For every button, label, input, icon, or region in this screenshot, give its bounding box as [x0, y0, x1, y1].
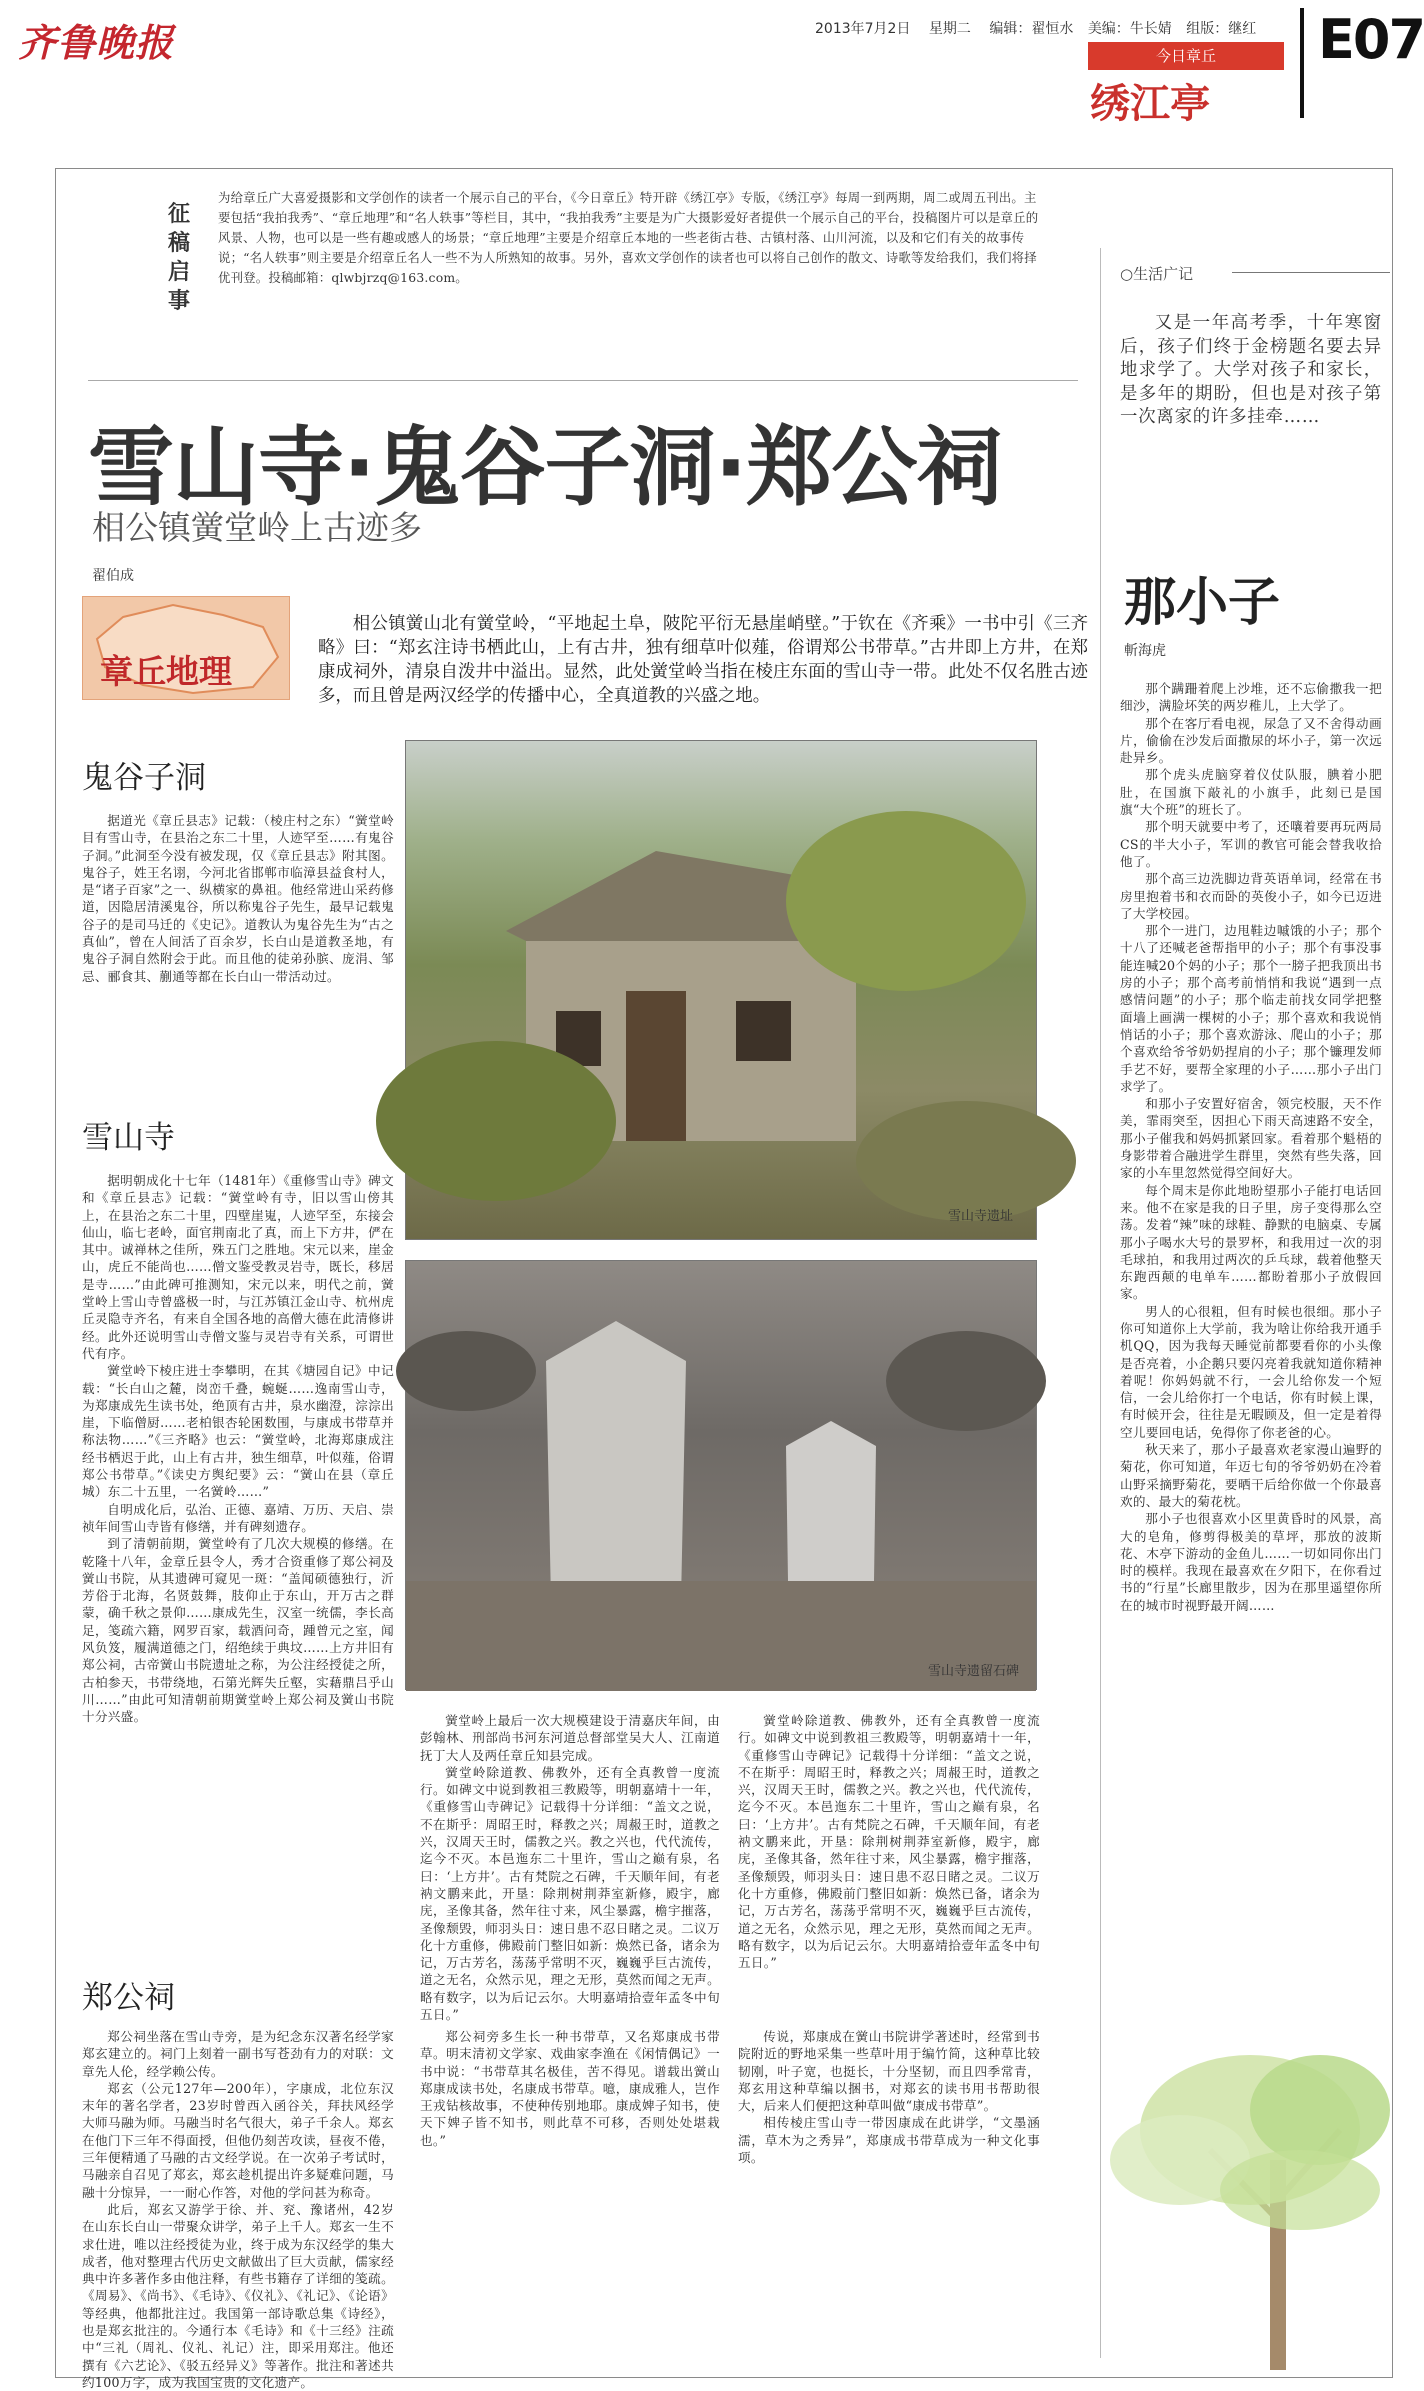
column-label-text: 生活广记 [1133, 265, 1194, 283]
body-zheng-col1 [82, 2028, 394, 2390]
paragraph: 那个虎头虎脑穿着仪仗队服，腆着小肥肚，在国旗下敲礼的小旗手，此刻已是国旗“大个班”的班长了。 [1120, 767, 1382, 818]
article-subtitle: 相公镇黉堂岭上古迹多 [92, 508, 422, 547]
page-number: E07 [1318, 8, 1424, 71]
paragraph: 郑公祠旁多生长一种书带草，又名郑康成书带草。明末清初文学家、戏曲家李渔在《闲情偶记》一书中说：“书带草其名极佳，苦不得见。谱载出黉山郑康成读书处，名康成书带草。噫，康成雅人，岂作王戎钻核故事，不使种传别地耶。康成婢子知书，使天下婢子皆不知书，则此草不可移，否则处处堪栽也。” [420, 2029, 720, 2148]
right-author: 斬海虎 [1124, 643, 1166, 659]
paragraph: 黉堂岭上最后一次大规模建设于清嘉庆年间，由彭翰林、刑部尚书河东河道总督部堂吴大人、江南道抚丁大人及两任章丘知县完成。 [420, 1713, 720, 1763]
paragraph: 此后，郑玄又游学于徐、并、兖、豫诸州，42岁在山东长白山一带聚众讲学，弟子上千人。郑玄一生不求仕进，唯以注经授徒为业，终于成为东汉经学的集大成者，他对整理古代历史文献做出了巨大贡献，儒家经典中许多著作多由他注释，有些书籍存了详细的笺疏。《周易》、《尚书》、《毛诗》、《仪礼》、《礼记》、《论语》等经典，他都批注过。我国第一部诗歌总集《诗经》，也是郑玄批注的。今通行本《毛诗》和《十三经》注疏中“三礼（周礼、仪礼、礼记）注，即采用郑注。他还撰有《六艺论》、《驳五经异义》等著作。批注和著述共约100万字，成为我国宝贵的文化遗产。 [82, 2201, 394, 2390]
photo-ruins [405, 740, 1037, 1240]
article-title: 雪山寺·鬼谷子洞·郑公祠 [88, 418, 1002, 518]
section-tag: 今日章丘 [1088, 42, 1284, 70]
steles-illustration [406, 1261, 1036, 1689]
body-xueshan-col1 [82, 1172, 394, 1952]
layout-editor: 组版：继红 [1186, 21, 1257, 37]
paragraph: 黉堂岭除道教、佛教外，还有全真教曾一度流行。如碑文中说到教祖三教殿等，明朝嘉靖十一年，《重修雪山寺碑记》记载得十分详细：“盖文之说，不在斯乎：周昭王时，释教之兴；周赧王时，道教之兴，汉周天王时，儒教之兴。教之兴也，代代流传，迄今不灭。本邑迤东二十里许，雪山之巅有泉，名曰：‘上方井’。古有梵院之石碑，千天顺年间，有老衲文鹏来此，开垦：除荆树荆莽室新修，殿宇，廊庑，圣像其备，然年往寸来，风尘暴露，檐宇摧落，圣像颓毁，师羽头日：速日患不忍日睹之灵。二议万化十方重修，佛殿前门整旧如新：焕然已备，诸余为记，万古芳名，荡荡乎常明不灭，巍巍乎巨古流传，道之无名，众然示见，理之无形，莫然而闻之无声。略有数字，以为后记云尔。大明嘉靖拾壹年孟冬中旬五日。” [738, 1713, 1040, 1971]
art-editor: 美编：牛长婧 [1087, 21, 1172, 37]
paragraph: 郑公祠坐落在雪山寺旁，是为纪念东汉著名经学家郑玄建立的。祠门上刻着一副书写苍劲有力的对联：文章先人伦，经学赖公传。 [82, 2029, 394, 2079]
paragraph: 据明朝成化十七年（1481年）《重修雪山寺》碑文和《章丘县志》记载：“黉堂岭有寺，旧以雪山傍其上，在县治之东二十里，四壁崖嵬，人迹罕至，东接会仙山，临七老岭，面官荆南北了真，而上下方井，俨在其中。诚禅林之佳所，殊五门之胜地。宋元以来，崖金山，虎丘不能尚也……僧文鉴受教灵岩寺，既长，移居是寺……”由此碑可推测知，宋元以来，明代之前，黉堂岭上雪山寺曾盛极一时，与江苏镇江金山寺、杭州虎丘灵隐寺齐名，有来自全国各地的高僧大德在此清修讲经。此外还说明雪山寺僧文鉴与灵岩寺有关系，可谓世代有序。 [82, 1173, 394, 1361]
paragraph: 到了清朝前期，黉堂岭有了几次大规模的修缮。在乾隆十八年，金章丘县令人，秀才合资重修了郑公祠及黉山书院，从其遗碑可窥见一斑：“盖闻硕德独行，沂芳俗于北海，名贤鼓舞，肢仰止于东山，开万古之群蒙，确千秋之景仰……康成先生，汉室一统儒，李长高足，笺疏六籍，网罗百家，载酒问奇，踵曾元之室，闻风负笈，履满道德之门，绍绝续于典坟……上方井旧有郑公祠，古帝黉山书院遗址之称，为公注经授徒之所，古柏参天，书带绕地，石第光辉失丘壑，实藉鼎吕乎山川……”由此可知清朝前期黉堂岭上郑公祠及黉山书院十分兴盛。 [82, 1536, 394, 1725]
masthead-logo: 齐鲁晚报 [18, 20, 175, 65]
body-zheng-col2 [420, 2028, 720, 2368]
header-divider [1300, 8, 1304, 118]
right-intro [1120, 312, 1382, 430]
article-author: 翟伯成 [92, 568, 134, 584]
right-title: 那小子 [1124, 573, 1281, 633]
paragraph: 和那小子安置好宿舍，领完校服，天不作美，霏雨突至，因担心下雨天高速路不安全，那小子催我和妈妈抓紧回家。看着那个魁梧的身影带着合融进学生群里，突然有些失落，回家的小车里忽然觉得空间好大。 [1120, 1096, 1382, 1181]
paragraph: 那个高三边洗脚边背英语单词，经常在书房里抱着书和衣而卧的英俊小子，如今已迈进了大学校园。 [1120, 871, 1382, 921]
right-column-label [1120, 263, 1193, 284]
heading-zheng: 郑公祠 [82, 1980, 175, 2016]
intro-paragraph: 又是一年高考季，十年寒窗后，孩子们终于金榜题名要去异地求学了。大学对孩子和家长，是多年的期盼，但也是对孩子第一次离家的许多挂牵…… [1120, 313, 1382, 427]
paragraph: 郑玄（公元127年—200年），字康成，北位东汉末年的著名学者，23岁时曾西入函谷关，拜扶风经学大师马融为师。马融当时名气很大，弟子千余人。郑玄在他门下三年不得面授，但他仍刻苦攻读，昼夜不倦，三年便精通了马融的古文经学说。在一次弟子考试时，马融亲自召见了郑玄，郑玄趁机提出许多疑难问题，马融十分惊异，一一耐心作答，对他的学问甚为称奇。 [82, 2080, 394, 2200]
call-text: 为给章丘广大喜爱摄影和文学创作的读者一个展示自己的平台，《今日章丘》特开辟《绣江亭》专版，《绣江亭》每周一到两期，周二或周五刊出。主要包括“我拍我秀”、“章丘地理”和“名人轶事”等栏目，其中，“我拍我秀”主要是为广大摄影爱好者提供一个展示自己的平台，投稿图片可以是章丘的风景、人物，也可以是一些有趣或感人的场景；“章丘地理”主要是介绍章丘本地的一些老街古巷、古镇村落、山川河流，以及和它们有关的故事传说；“名人轶事”则主要是介绍章丘名人一些不为人所熟知的故事。另外，喜欢文学创作的读者也可以将自己创作的散文、诗歌等发给我们，我们将择优刊登。投稿邮箱：qlwbjrzq@163.com。 [218, 190, 1039, 285]
heading-xueshan: 雪山寺 [82, 1120, 175, 1156]
weekday: 星期二 [928, 21, 971, 37]
call-divider [88, 380, 1078, 381]
ruins-illustration [406, 741, 1036, 1239]
paragraph: 秋天来了，那小子最喜欢老家漫山遍野的菊花，你可知道，年迈七旬的爷爷奶奶在冷着山野采摘野菊花，要晒干后给你做一个你最喜欢的、最大的菊花枕。 [1120, 1442, 1382, 1509]
right-body [1120, 680, 1382, 2050]
circle-icon: ○ [1120, 265, 1134, 283]
article-lead [318, 612, 1088, 708]
paragraph: 那个明天就要中考了，还嚷着要再玩两局CS的半大小子，军训的教官可能会替我收拾他了。 [1120, 819, 1382, 869]
paragraph: 黉堂岭除道教、佛教外，还有全真教曾一度流行。如碑文中说到教祖三教殿等，明朝嘉靖十一年，《重修雪山寺碑记》记载得十分详细：“盖文之说，不在斯乎：周昭王时，释教之兴；周赧王时，道教之兴，汉周天王时，儒教之兴。教之兴也，代代流传，迄今不灭。本邑迤东二十里许，雪山之巅有泉，名曰：‘上方井’。古有梵院之石碑，千天顺年间，有老衲文鹏来此，开垦：除荆树荆莽室新修，殿宇，廊庑，圣像其备，然年往寸来，风尘暴露，檐宇摧落，圣像颓毁，师羽头日：速日患不忍日睹之灵。二议万化十方重修，佛殿前门整旧如新：焕然已备，诸余为记，万古芳名，荡荡乎常明不灭，巍巍乎巨古流传，道之无名，众然示见，理之无形，莫然而闻之无声。略有数字，以为后记云尔。大明嘉靖拾壹年孟冬中旬五日。” [420, 1764, 720, 2023]
body-xueshan-col2 [420, 1712, 720, 2023]
body-guiguzi [82, 812, 394, 985]
paragraph: 传说，郑康成在黉山书院讲学著述时，经常到书院附近的野地采集一些草叶用于编竹简，这种草比较韧刚，叶子宽，也挺长，十分坚韧，而且四季常青，郑玄用这种草编以捆书，对郑玄的读书用书帮助很大，后来人们便把这种草叫做“康成书带草”。 [738, 2029, 1040, 2114]
paragraph: 每个周末是你此地盼望那小子能打电话回来。他不在家是我的日子里，房子变得那么空荡。发着“辣”味的球鞋、静默的电脑桌、专属那小子喝水大号的景罗杯，和我用过一次的羽毛球拍，和我用过两次的乒乓球，载着他整天东跑西颠的电单车……都盼着那小子放假回家。 [1120, 1182, 1382, 1302]
tree-illustration [1000, 2040, 1390, 2370]
lead-paragraph: 相公镇黉山北有黉堂岭，“平地起土阜，陂陀平衍无悬崖峭壁。”于钦在《齐乘》一书中引《三齐略》曰：“郑玄注诗书栖此山，上有古井，独有细草叶似薤，俗谓郑公书带草。”古井即上方井，在郑康成祠外，清泉自泼井中溢出。显然，此处黉堂岭当指在棱庄东面的雪山寺一带。此处不仅名胜古迹多，而且曾是两汉经学的传播中心，全真道教的兴盛之地。 [318, 614, 1088, 706]
date: 2013年7月2日 [815, 21, 911, 37]
paragraph: 男人的心很粗，但有时候也很细。那小子你可知道你上大学前，我为啥让你给我开通手机QQ，因为我每天睡觉前都要看你的小头像是否亮着，小企鹅只要闪亮着我就知道你精神着呢！你妈妈就不行，一会儿给你发一个短信，一会儿给你打一个电话，你有时候上课，有时候开会，往往是无暇顾及，但一定是着得空儿要回电话，免得你了你老爸的心。 [1120, 1303, 1382, 1440]
badge-label: 章丘地理 [100, 652, 232, 691]
body-xueshan-col3 [738, 1712, 1040, 1971]
paragraph: 自明成化后，弘治、正德、嘉靖、万历、天启、崇祯年间雪山寺皆有修缮，并有碑刻遗存。 [82, 1501, 394, 1534]
paragraph: 那小子也很喜欢小区里黄昏时的风景，高大的皂角，修剪得极美的草坪，那放的波斯花、木亭下游动的金鱼儿……一切如同你出门时的模样。我现在最喜欢在夕阳下，在你看过书的“行星”长廊里散步，因为在那里遥望你所在的城市时视野最开阔…… [1120, 1511, 1382, 1613]
paragraph: 黉堂岭下棱庄进士李攀明，在其《塘园自记》中记载：“长白山之麓，岗峦千叠，蜿蜒……逸南雪山寺，为郑康成先生读书处，绝顶有古井，泉水幽澄，淙淙出崖，下临僧厨……老柏银杏轮囷数围，与康成书带草并称法物……”《三齐略》也云：“黉堂岭，北海郑康成注经书栖迟于此，山上有古井，独生细草，叶似薤，俗谓郑公书带草。”《读史方舆纪要》云：“黉山在县（章丘城）东二十五里，一名黉岭……” [82, 1363, 394, 1500]
editor: 编辑：翟恒水 [989, 21, 1074, 37]
call-title: 征稿启事 [167, 201, 190, 314]
paragraph: 相传棱庄雪山寺一带因康成在此讲学，“文墨涵濡，草木为之秀异”，郑康成书带草成为一种文化事项。 [738, 2115, 1040, 2166]
paragraph: 据道光《章丘县志》记载：（棱庄村之东）“黉堂岭目有雪山寺，在县治之东二十里，人迹罕至……有鬼谷子洞。”此洞至今没有被发现，仅《章丘县志》附其图。鬼谷子，姓王名诩，今河北省邯郸市临漳县益食村人，是“诸子百家”之一、纵横家的鼻祖。他经常进山采药修道，因隐居清溪鬼谷，所以称鬼谷子先生，最早记载鬼谷子的是司马迁的《史记》。道教认为鬼谷先生为“古之真仙”，曾在人间活了百余岁，长白山是道教圣地，有鬼谷子洞自然附会于此。而且他的徒弟孙膑、庞涓、邹忌、郦食其、蒯通等都在长白山一带活动过。 [82, 813, 394, 984]
label-rule [1232, 272, 1390, 273]
photo-steles [405, 1260, 1037, 1690]
photo-caption-steles: 雪山寺遗留石碑 [928, 1664, 1020, 1679]
column-name: 绣江亭 [1090, 81, 1210, 127]
body-zheng-col3 [738, 2028, 1040, 2368]
header-info [815, 18, 1256, 38]
photo-caption-ruins: 雪山寺遗址 [948, 1209, 1014, 1224]
paragraph: 那个一进门，边甩鞋边嘁饿的小子；那个十八了还喊老爸帮指甲的小子；那个有事没事能连喊20个妈的小子；那个一膀子把我顶出书房的小子；那个高考前悄悄和我说“遇到一点感情问题”的小子；那个临走前找女同学把整面墙上画满一棵树的小子；那个喜欢和我说悄悄话的小子；那个喜欢游泳、爬山的小子；那个喜欢给爷爷奶奶捏肩的小子；那个镰理发师手艺不好，要帮全家理的小子……那小子出门求学了。 [1120, 923, 1382, 1094]
paragraph: 那个在客厅看电视，尿急了又不舍得动画片，偷偷在沙发后面撒尿的坏小子，第一次远赴异乡。 [1120, 715, 1382, 766]
paragraph: 那个蹒跚着爬上沙堆，还不忘偷撒我一把细沙，满脸坏笑的两岁稚儿，上大学了。 [1120, 681, 1382, 714]
heading-guiguzi: 鬼谷子洞 [82, 760, 206, 796]
